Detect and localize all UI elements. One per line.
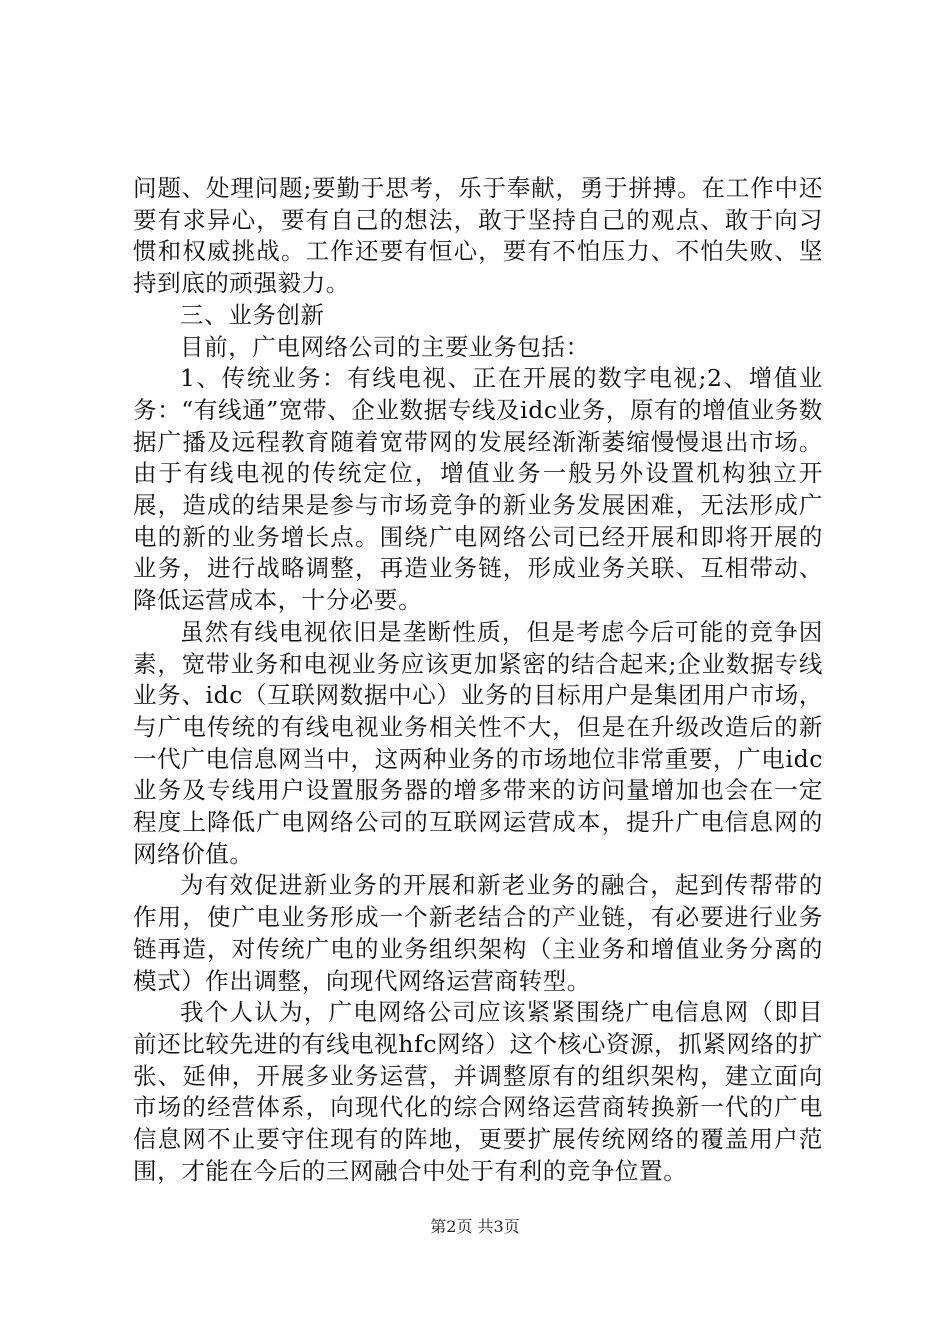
paragraph-continuation: 问题、处理问题;要勤于思考，乐于奉献，勇于拼搏。在工作中还要有求异心，要有自己的想法，敢于坚持自己的观点、敢于向习惯和权威挑战。工作还要有恒心，要有不怕压力、不怕失败、坚持到底的顽强毅力。: [133, 174, 823, 298]
paragraph-opinion: 我个人认为，广电网络公司应该紧紧围绕广电信息网（即目前还比较先进的有线电视hfc网络）这个核心资源，抓紧网络的扩张、延伸，开展多业务运营，并调整原有的组织架构，建立面向市场的经营体系，向现代化的综合网络运营商转换新一代的广电信息网不止要守住现有的阵地，更要扩展传统网络的覆盖用户范围，才能在今后的三网融合中处于有利的竞争位置。: [133, 998, 823, 1185]
document-body: [133, 173, 823, 1188]
paragraph-restructure: 为有效促进新业务的开展和新老业务的融合，起到传帮带的作用，使广电业务形成一个新老结合的产业链，有必要进行业务链再造，对传统广电的业务组织架构（主业务和增值业务分离的模式）作出调整，向现代网络运营商转型。: [133, 871, 823, 995]
section-heading: 三、业务创新: [180, 300, 325, 329]
page-number-footer: 第2页 共3页: [430, 1217, 520, 1236]
paragraph-business-list: 1、传统业务：有线电视、正在开展的数字电视;2、增值业务：“有线通”宽带、企业数据专线及idc业务，原有的增值业务数据广播及远程教育随着宽带网的发展经渐渐萎缩慢慢退出市场。由于有线电视的传统定位，增值业务一般另外设置机构独立开展，造成的结果是参与市场竞争的新业务发展困难，无法形成广电的新的业务增长点。围绕广电网络公司已经开展和即将开展的业务，进行战略调整，再造业务链，形成业务关联、互相带动、降低运营成本，十分必要。: [133, 364, 823, 615]
paragraph-intro: 目前，广电网络公司的主要业务包括：: [180, 332, 590, 361]
paragraph-integration: 虽然有线电视依旧是垄断性质，但是考虑今后可能的竞争因素，宽带业务和电视业务应该更加紧密的结合起来;企业数据专线业务、idc（互联网数据中心）业务的目标用户是集团用户市场，与广电传统的有线电视业务相关性不大，但是在升级改造后的新一代广电信息网当中，这两种业务的市场地位非常重要，广电idc业务及专线用户设置服务器的增多带来的访问量增加也会在一定程度上降低广电网络公司的互联网运营成本，提升广电信息网的网络价值。: [133, 617, 823, 868]
